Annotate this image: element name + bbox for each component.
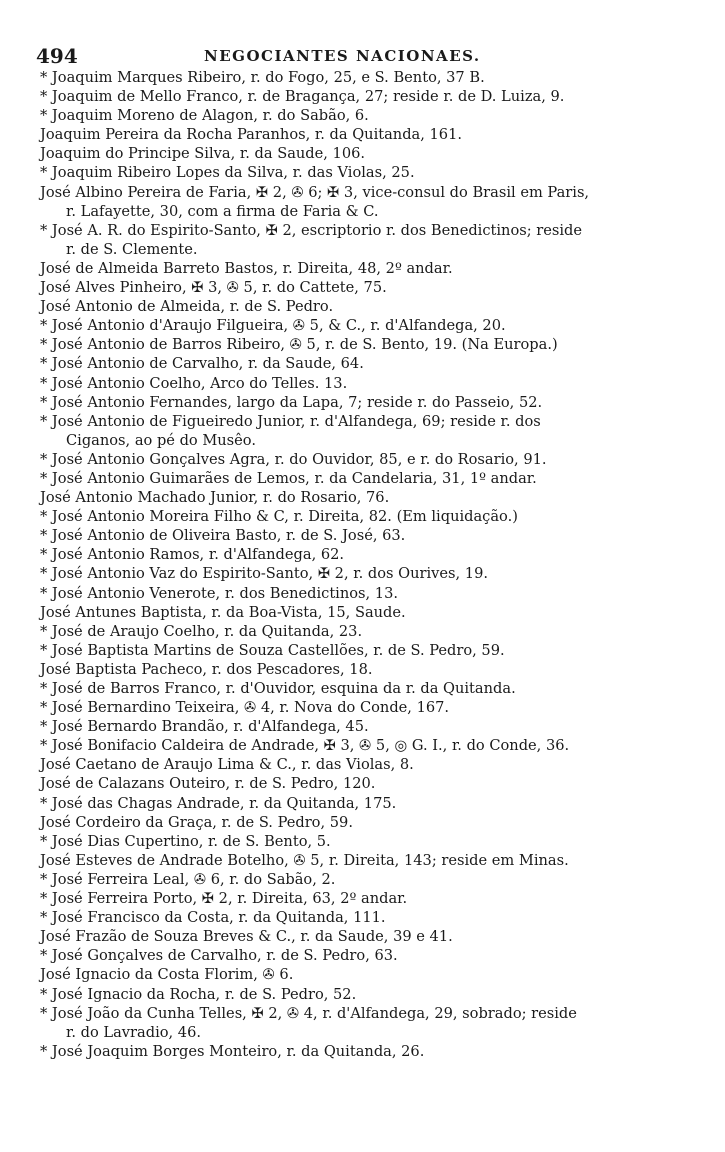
entry-line: Joaquim Pereira da Rocha Paranhos, r. da Quitanda, 161.	[40, 126, 463, 144]
entry-line: * José Antonio Moreira Filho & C, r. Direita, 82. (Em liquidação.)	[40, 508, 518, 526]
page-header	[36, 44, 686, 70]
entry-line: José de Calazans Outeiro, r. de S. Pedro, 120.	[40, 775, 376, 793]
entry-line: * José Antonio Coelho, Arco do Telles. 13.	[40, 374, 348, 392]
entry-line: * Joaquim Ribeiro Lopes da Silva, r. das Violas, 25.	[40, 164, 415, 182]
entry-line: * Joaquim de Mello Franco, r. de Bragança, 27; reside r. de D. Luiza, 9.	[40, 88, 565, 106]
entry-line: José Ignacio da Costa Florim, ✇ 6.	[40, 966, 294, 984]
entry-line: * José das Chagas Andrade, r. da Quitanda, 175.	[40, 794, 397, 812]
entry-line: José Antonio de Almeida, r. de S. Pedro.	[40, 298, 334, 316]
directory-entries	[40, 68, 690, 1061]
entry-line: * José Bernardo Brandão, r. d'Alfandega, 45.	[40, 718, 369, 736]
entry-line: * José de Barros Franco, r. d'Ouvidor, esquina da r. da Quitanda.	[40, 680, 516, 697]
entry-line: José Esteves de Andrade Botelho, ✇ 5, r. Direita, 143; reside em Minas.	[40, 851, 569, 869]
entry-continuation-line: r. do Lavradio, 46.	[66, 1023, 202, 1041]
entry-line: * José Ferreira Porto, ✠ 2, r. Direita, 63, 2º andar.	[40, 890, 408, 908]
entry-line: José de Almeida Barreto Bastos, r. Direita, 48, 2º andar.	[40, 259, 453, 277]
entry-line: José Alves Pinheiro, ✠ 3, ✇ 5, r. do Cattete, 75.	[40, 279, 387, 297]
entry-line: * José Gonçalves de Carvalho, r. de S. Pedro, 63.	[40, 947, 398, 965]
entry-line: * José Ignacio da Rocha, r. de S. Pedro, 52.	[40, 985, 357, 1003]
entry-line: * José Antonio Ramos, r. d'Alfandega, 62.	[40, 546, 345, 564]
entry-line: * José Antonio d'Araujo Filgueira, ✇ 5, & C., r. d'Alfandega, 20.	[40, 317, 506, 335]
entry-continuation-line: r. de S. Clemente.	[66, 240, 198, 258]
entry-line: José Albino Pereira de Faria, ✠ 2, ✇ 6; ✠ 3, vice-consul do Brasil em Paris,	[40, 183, 590, 201]
page-number: 494	[36, 44, 78, 68]
entry-line: * José Antonio Vaz do Espirito-Santo, ✠ 2, r. dos Ourives, 19.	[40, 565, 489, 583]
entry-line: * José Ferreira Leal, ✇ 6, r. do Sabão, 2.	[40, 870, 336, 888]
entry-line: * José Joaquim Borges Monteiro, r. da Quitanda, 26.	[40, 1042, 425, 1060]
entry-line: * José Antonio de Figueiredo Junior, r. d'Alfandega, 69; reside r. dos	[40, 412, 541, 430]
entry-line: * José Antonio de Oliveira Basto, r. de S. José, 63.	[40, 527, 406, 545]
entry-line: José Antonio Machado Junior, r. do Rosario, 76.	[40, 489, 390, 507]
entry-line: Joaquim do Principe Silva, r. da Saude, 106.	[40, 145, 366, 163]
entry-line: José Frazão de Souza Breves & C., r. da Saude, 39 e 41.	[40, 928, 453, 946]
entry-line: * José de Araujo Coelho, r. da Quitanda, 23.	[40, 622, 363, 640]
entry-line: José Cordeiro da Graça, r. de S. Pedro, 59.	[40, 813, 353, 831]
entry-line: * José Bonifacio Caldeira de Andrade, ✠ 3, ✇ 5, ◎ G. I., r. do Conde, 36.	[40, 737, 570, 755]
entry-line: * José Dias Cupertino, r. de S. Bento, 5.	[40, 832, 331, 850]
entry-line: * José Antonio Fernandes, largo da Lapa, 7; reside r. do Passeio, 52.	[40, 393, 543, 411]
entry-line: * José Antonio de Carvalho, r. da Saude, 64.	[40, 355, 364, 373]
entry-line: * José Francisco da Costa, r. da Quitanda, 111.	[40, 909, 386, 927]
entry-line: José Caetano de Araujo Lima & C., r. das Violas, 8.	[40, 756, 414, 774]
entry-line: * José Antonio Gonçalves Agra, r. do Ouvidor, 85, e r. do Rosario, 91.	[40, 450, 547, 468]
entry-line: * Joaquim Moreno de Alagon, r. do Sabão, 6.	[40, 107, 369, 125]
entry-continuation-line: Ciganos, ao pé do Musêo.	[66, 431, 256, 449]
entry-line: * José Bernardino Teixeira, ✇ 4, r. Nova do Conde, 167.	[40, 699, 450, 717]
entry-line: * José João da Cunha Telles, ✠ 2, ✇ 4, r. d'Alfandega, 29, sobrado; reside	[40, 1004, 577, 1022]
entry-line: * José Antonio Guimarães de Lemos, r. da Candelaria, 31, 1º andar.	[40, 469, 537, 487]
entry-line: * José A. R. do Espirito-Santo, ✠ 2, escriptorio r. dos Benedictinos; reside	[40, 221, 583, 239]
entry-continuation-line: r. Lafayette, 30, com a firma de Faria & C.	[66, 202, 379, 220]
entry-line: José Baptista Pacheco, r. dos Pescadores, 18.	[40, 660, 373, 678]
running-head: NEGOCIANTES NACIONAES.	[204, 47, 481, 65]
entry-line: * Joaquim Marques Ribeiro, r. do Fogo, 25, e S. Bento, 37 B.	[40, 69, 485, 86]
entry-line: * José Baptista Martins de Souza Castellões, r. de S. Pedro, 59.	[40, 641, 505, 659]
entry-line: * José Antonio de Barros Ribeiro, ✇ 5, r. de S. Bento, 19. (Na Europa.)	[40, 336, 558, 354]
entry-line: * José Antonio Venerote, r. dos Benedictinos, 13.	[40, 584, 399, 602]
entry-line: José Antunes Baptista, r. da Boa-Vista, 15, Saude.	[40, 603, 406, 621]
